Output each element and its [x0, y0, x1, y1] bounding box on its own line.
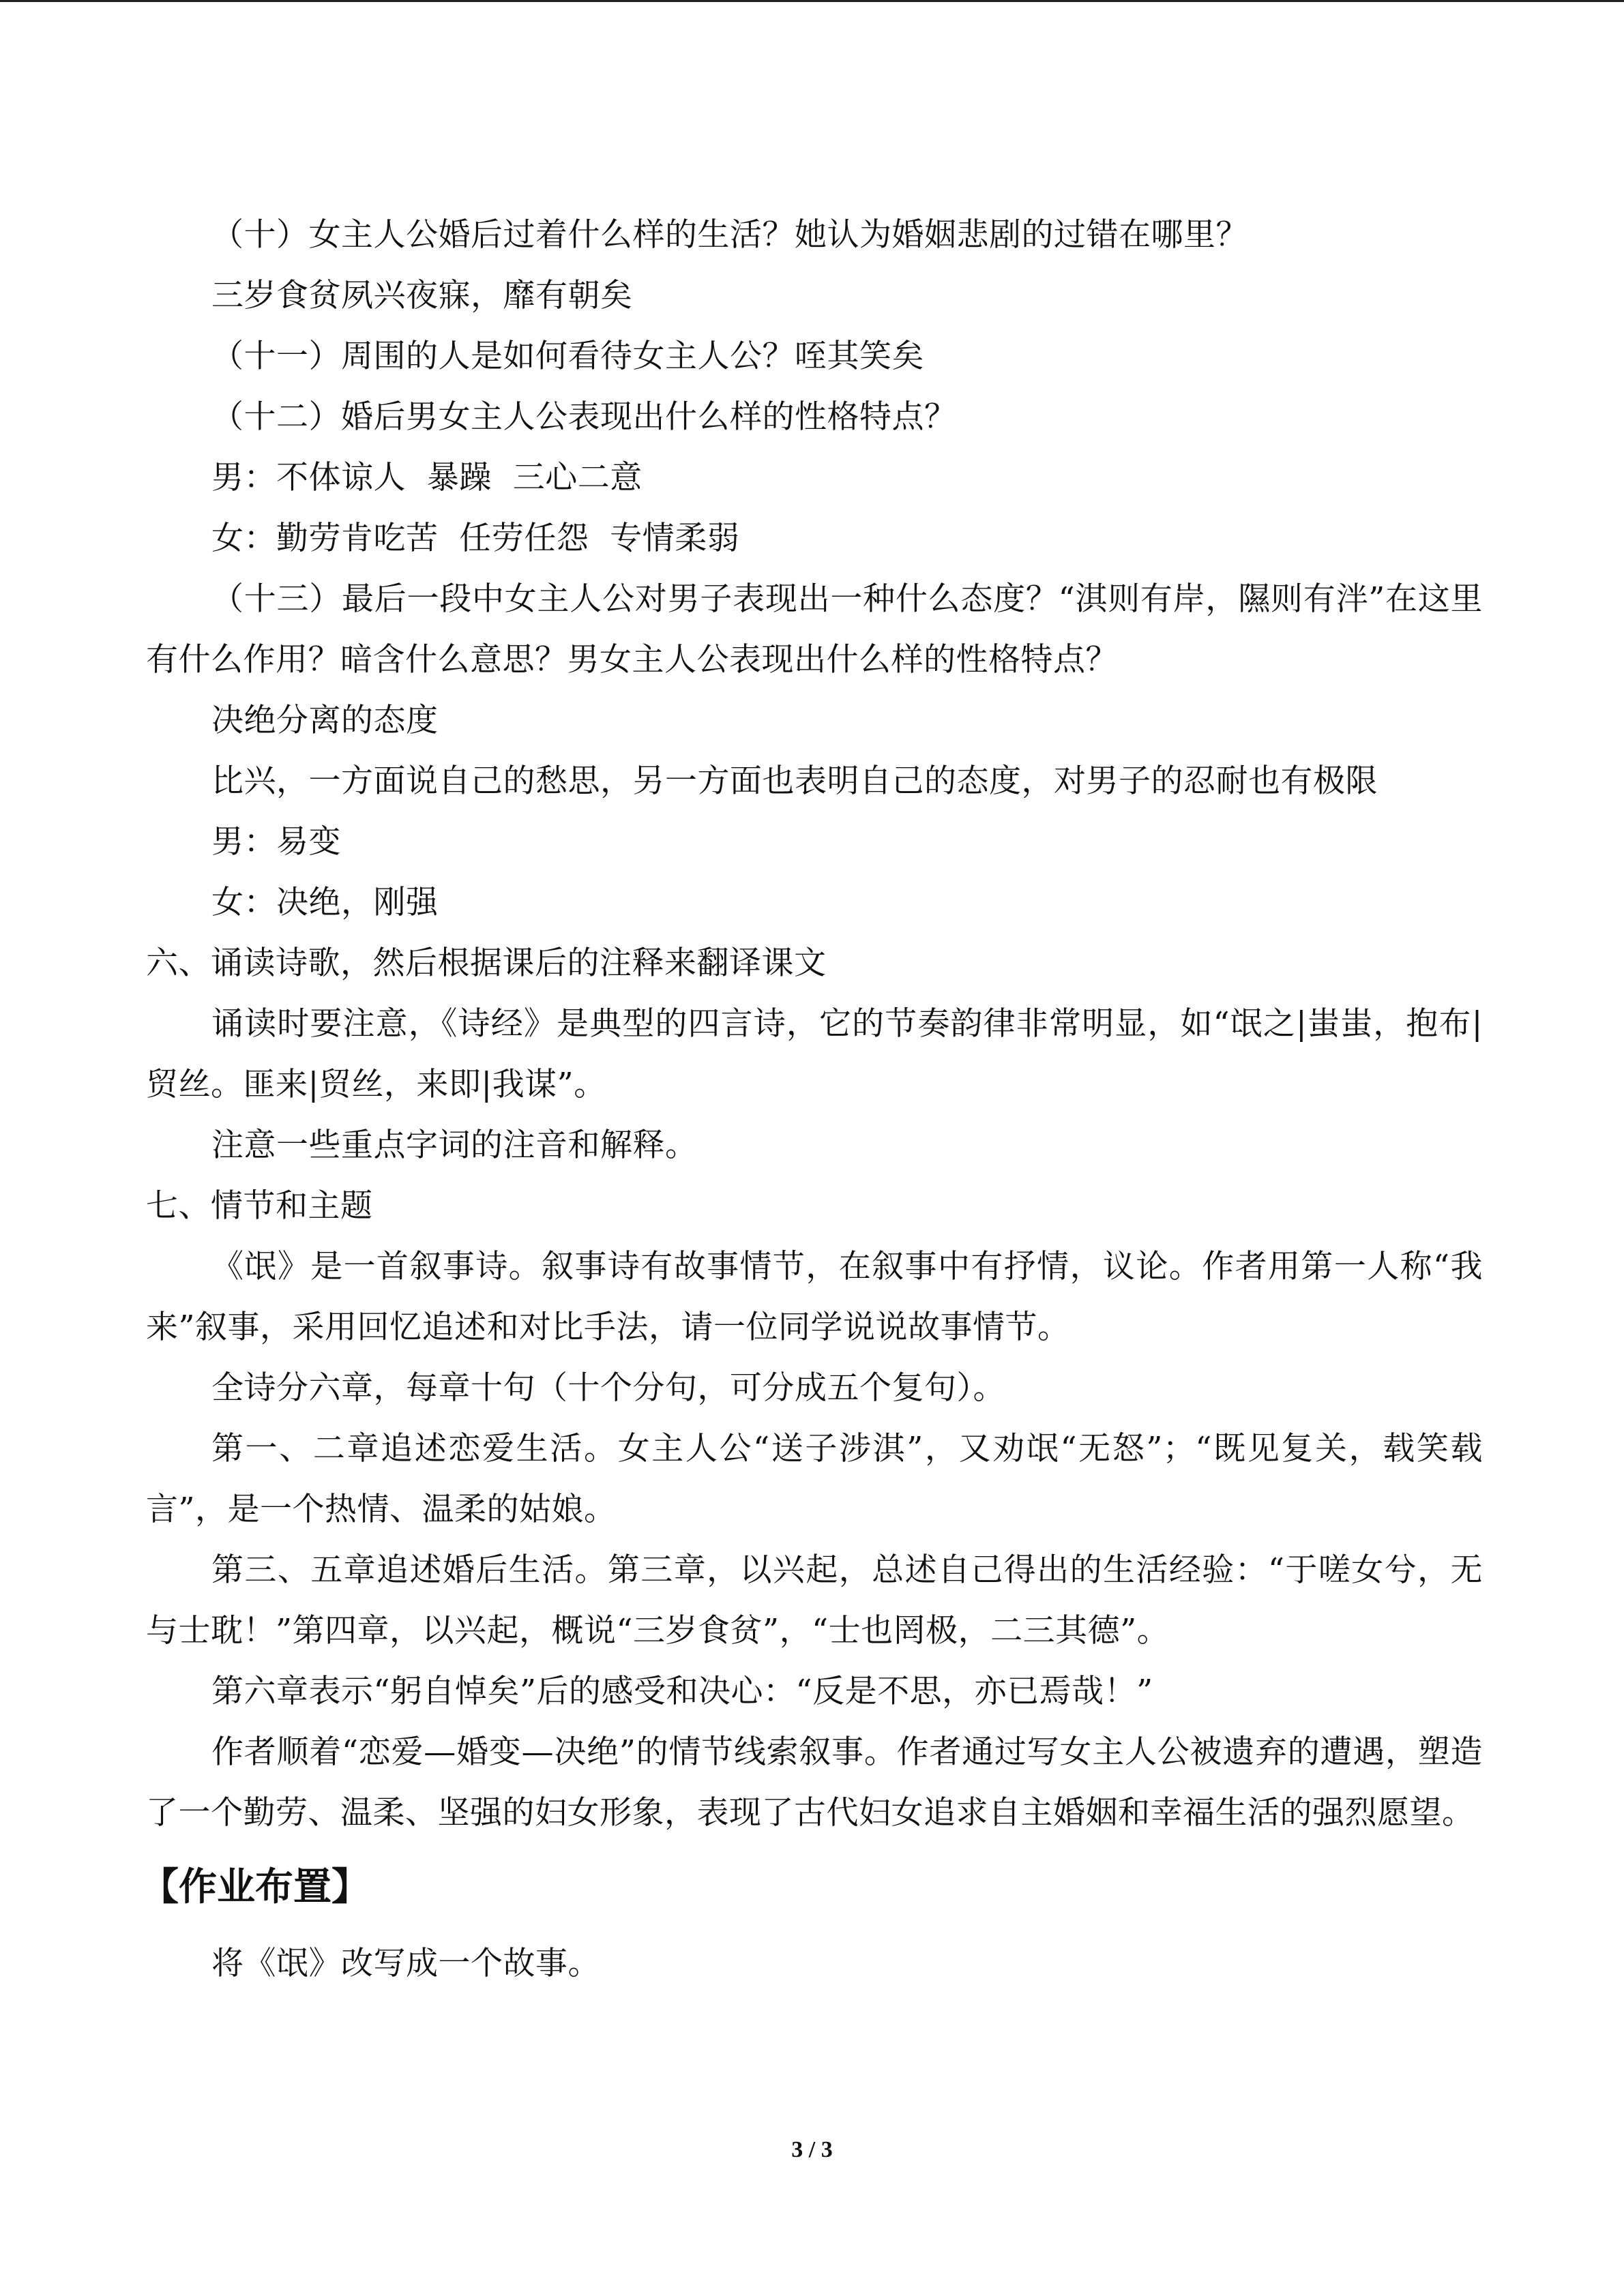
top-border-line	[0, 0, 1624, 2]
section-heading-recitation: 六、诵读诗歌，然后根据课后的注释来翻译课文	[146, 944, 827, 982]
paragraph: 第一、二章追述恋爱生活。女主人公“送子涉淇”，又劝氓“无怒”；“既见复关，载笑载言”，是一个热情、温柔的姑娘。	[146, 1430, 1483, 1528]
paragraph: 作者顺着“恋爱—婚变—决绝”的情节线索叙事。作者通过写女主人公被遗弃的遭遇，塑造了一个勤劳、温柔、坚强的妇女形象，表现了古代妇女追求自主婚姻和幸福生活的强烈愿望。	[146, 1733, 1483, 1832]
paragraph: 女：勤劳肯吃苦 任劳任怨 专情柔弱	[211, 520, 740, 557]
paragraph: 三岁食贫夙兴夜寐，靡有朝矣	[211, 277, 633, 314]
page-number: 3 / 3	[791, 2137, 833, 2162]
paragraph: 决绝分离的态度	[211, 702, 439, 739]
homework-heading: 【作业布置】	[141, 1865, 370, 1909]
paragraph: 男：易变	[211, 823, 341, 861]
paragraph: 注意一些重点字词的注音和解释。	[211, 1127, 698, 1164]
paragraph: 第六章表示“躬自悼矣”后的感受和决心：“反是不思，亦已焉哉！”	[211, 1673, 1153, 1710]
paragraph: 《氓》是一首叙事诗。叙事诗有故事情节，在叙事中有抒情，议论。作者用第一人称“我来”叙事，采用回忆追述和对比手法，请一位同学说说故事情节。	[146, 1248, 1483, 1346]
paragraph: 比兴，一方面说自己的愁思，另一方面也表明自己的态度，对男子的忍耐也有极限	[211, 762, 1378, 800]
paragraph: 男：不体谅人 暴躁 三心二意	[211, 459, 643, 496]
paragraph: （十一）周围的人是如何看待女主人公？咥其笑矣	[211, 338, 924, 375]
paragraph: 诵读时要注意，《诗经》是典型的四言诗，它的节奏韵律非常明显，如“氓之|蚩蚩，抱布|贸丝。匪来|贸丝，来即|我谋”。	[146, 1005, 1483, 1103]
paragraph: 全诗分六章，每章十句（十个分句，可分成五个复句）。	[211, 1369, 1005, 1407]
document-body	[141, 205, 1483, 1994]
paragraph: （十二）婚后男女主人公表现出什么样的性格特点？	[211, 398, 957, 436]
section-heading-plot-theme: 七、情节和主题	[146, 1187, 373, 1225]
paragraph: （十）女主人公婚后过着什么样的生活？她认为婚姻悲剧的过错在哪里？	[211, 216, 1248, 254]
paragraph: 女：决绝，刚强	[211, 884, 439, 921]
homework-text: 将《氓》改写成一个故事。	[211, 1945, 600, 1982]
paragraph: 第三、五章追述婚后生活。第三章，以兴起，总述自己得出的生活经验：“于嗟女兮，无与士耽！”第四章，以兴起，概说“三岁食贫”，“士也罔极，二三其德”。	[146, 1551, 1483, 1650]
paragraph: （十三）最后一段中女主人公对男子表现出一种什么态度？“淇则有岸，隰则有泮”在这里有什么作用？暗含什么意思？男女主人公表现出什么样的性格特点？	[146, 580, 1483, 679]
